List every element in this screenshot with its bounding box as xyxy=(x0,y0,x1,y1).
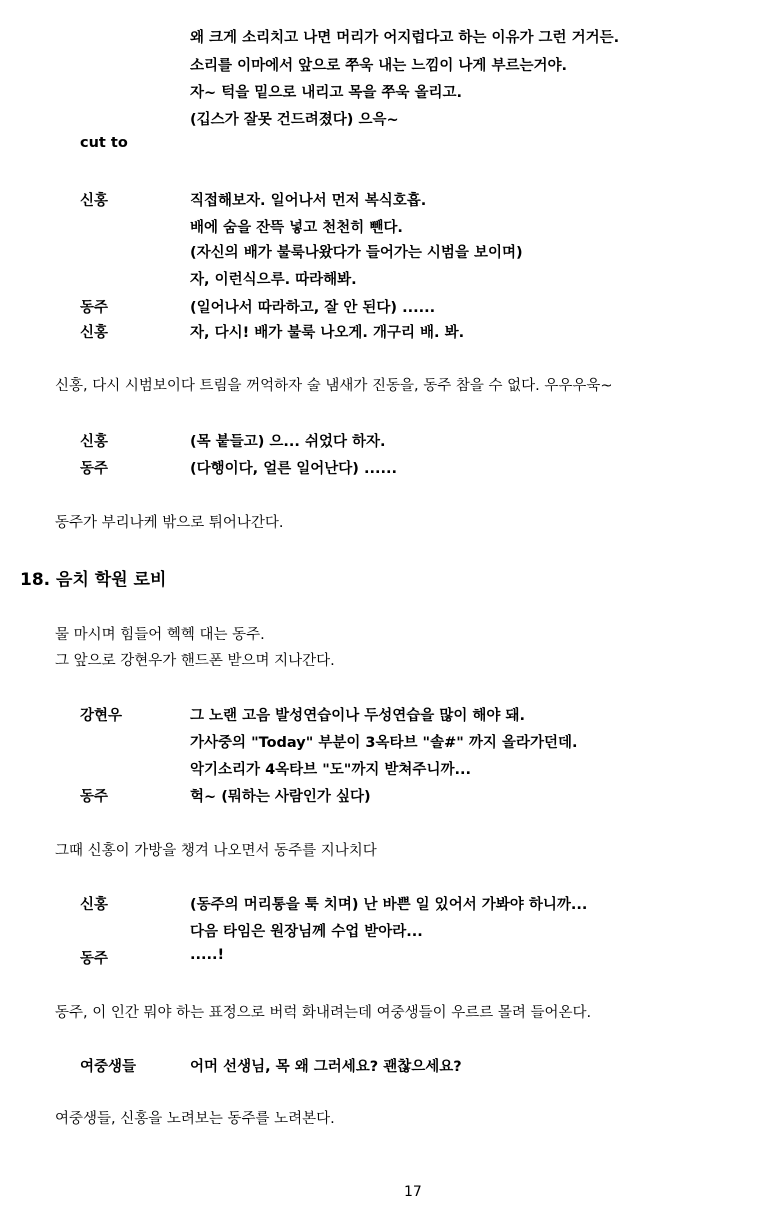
speaker-name: 강현우 xyxy=(80,708,123,724)
action-line: 동주가 부리나케 밖으로 튀어나간다. xyxy=(55,515,284,531)
dialogue-line: (일어나서 따라하고, 잘 안 된다) ...... xyxy=(190,300,436,316)
speaker-name: 신홍 xyxy=(80,325,109,341)
speaker-name: 여중생들 xyxy=(80,1059,137,1075)
dialogue-line: 직접해보자. 일어나서 먼저 복식호흡. xyxy=(190,193,427,209)
speaker-name: 신홍 xyxy=(80,897,109,913)
action-line: 신홍, 다시 시범보이다 트림을 꺼억하자 술 냄새가 진동을, 동주 참을 수 없다. 우우우욱~ xyxy=(55,378,613,394)
dialogue-line: 그 노랜 고음 발성연습이나 두성연습을 많이 해야 돼. xyxy=(190,708,525,724)
dialogue-line: 자, 이런식으루. 따라해봐. xyxy=(190,272,357,288)
dialogue-line: (깁스가 잘못 건드려졌다) 으윽~ xyxy=(190,112,399,128)
dialogue-line: 소리를 이마에서 앞으로 쭈욱 내는 느낌이 나게 부르는거야. xyxy=(190,58,568,74)
dialogue-line: 헉~ (뭐하는 사람인가 싶다) xyxy=(190,789,371,805)
dialogue-line: 배에 숨을 잔뜩 넣고 천천히 뺀다. xyxy=(190,220,403,236)
dialogue-line: 왜 크게 소리치고 나면 머리가 어지럽다고 하는 이유가 그런 거거든. xyxy=(190,30,620,46)
dialogue-line: 자~ 턱을 밑으로 내리고 목을 쭈욱 올리고. xyxy=(190,85,463,101)
action-line: 동주, 이 인간 뭐야 하는 표정으로 버럭 화내려는데 여중생들이 우르르 몰려 들어온다. xyxy=(55,1005,592,1021)
dialogue-line: 가사중의 "Today" 부분이 3옥타브 "솔#" 까지 올라가던데. xyxy=(190,735,578,751)
dialogue-line: .....! xyxy=(190,947,225,963)
speaker-name: 동주 xyxy=(80,300,109,316)
action-line: 그 앞으로 강현우가 핸드폰 받으며 지나간다. xyxy=(55,653,335,669)
speaker-name: 동주 xyxy=(80,789,109,805)
speaker-name: 동주 xyxy=(80,951,109,967)
speaker-name: 동주 xyxy=(80,461,109,477)
dialogue-line: (동주의 머리통을 툭 치며) 난 바쁜 일 있어서 가봐야 하니까... xyxy=(190,897,588,913)
page-number: 17 xyxy=(404,1184,422,1200)
action-line: 여중생들, 신홍을 노려보는 동주를 노려본다. xyxy=(55,1111,335,1127)
speaker-name: 신홍 xyxy=(80,434,109,450)
dialogue-line: 어머 선생님, 목 왜 그러세요? 괜찮으세요? xyxy=(190,1059,462,1075)
speaker-name: 신홍 xyxy=(80,193,109,209)
dialogue-line: (자신의 배가 불룩나왔다가 들어가는 시범을 보이며) xyxy=(190,245,523,261)
action-line: 그때 신홍이 가방을 챙겨 나오면서 동주를 지나치다 xyxy=(55,843,377,859)
dialogue-line: 다음 타임은 원장님께 수업 받아라... xyxy=(190,924,423,940)
dialogue-line: (목 붙들고) 으... 쉬었다 하자. xyxy=(190,434,386,450)
scene-heading: 18. 음치 학원 로비 xyxy=(20,570,167,590)
dialogue-line: (다행이다, 얼른 일어난다) ...... xyxy=(190,461,398,477)
transition-cut-to: cut to xyxy=(80,135,128,151)
dialogue-line: 자, 다시! 배가 불룩 나오게. 개구리 배. 봐. xyxy=(190,325,465,341)
action-line: 물 마시며 힘들어 헥헥 대는 동주. xyxy=(55,627,265,643)
dialogue-line: 악기소리가 4옥타브 "도"까지 받쳐주니까... xyxy=(190,762,471,778)
